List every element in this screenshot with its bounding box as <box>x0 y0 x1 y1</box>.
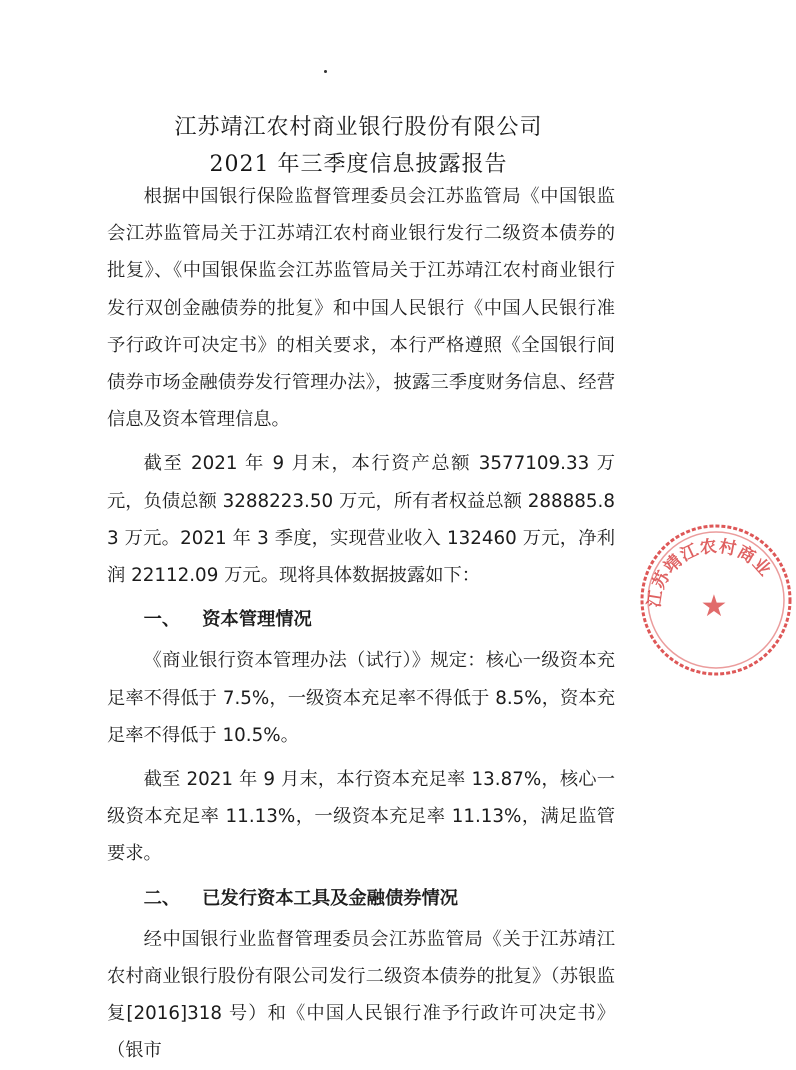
document-body <box>107 178 615 1070</box>
section-heading-text: 已发行资本工具及金融债券情况 <box>202 887 459 909</box>
document-subtitle: 2021 年三季度信息披露报告 <box>209 152 508 177</box>
seal-star-icon: ★ <box>700 589 728 624</box>
document-title: 江苏靖江农村商业银行股份有限公司 <box>174 115 543 140</box>
official-seal-stamp <box>636 520 796 680</box>
section-number: 二、 <box>143 887 181 909</box>
section-heading-text: 资本管理情况 <box>202 609 312 631</box>
financial-summary-paragraph: 截至 2021 年 9 月末，本行资产总额 3577109.33 万元，负债总额 3288223.50 万元，所有者权益总额 288885.83 万元。2021 年 3 季度，实现营业收入 132460 万元，净利润 22112.09 万元。现将具体数据披露如下： <box>107 453 615 587</box>
section-heading-instruments <box>107 880 615 917</box>
seal-text: 江苏靖江农村商业 <box>644 536 776 609</box>
capital-ratio-paragraph: 截至 2021 年 9 月末，本行资本充足率 13.87%，核心一级资本充足率 11.13%，一级资本充足率 11.13%，满足监管要求。 <box>107 769 615 865</box>
instruments-paragraph: 经中国银行业监督管理委员会江苏监管局《关于江苏靖江农村商业银行股份有限公司发行二级资本债券的批复》（苏银监复[2016]318 号）和《中国人民银行准予行政许可决定书》（银市 <box>107 928 615 1062</box>
section-heading-capital <box>107 601 615 638</box>
capital-regulation-paragraph: 《商业银行资本管理办法（试行）》规定：核心一级资本充足率不得低于 7.5%，一级资本充足率不得低于 8.5%，资本充足率不得低于 10.5%。 <box>107 650 615 746</box>
intro-paragraph: 根据中国银行保险监督管理委员会江苏监管局《中国银监会江苏监管局关于江苏靖江农村商业银行发行二级资本债券的批复》、《中国银保监会江苏监管局关于江苏靖江农村商业银行发行双创金融债券的批复》和中国人民银行《中国人民银行准予行政许可决定书》的相关要求，本行严格遵照《全国银行间债券市场金融债券发行管理办法》，披露三季度财务信息、经营信息及资本管理信息。 <box>107 186 615 431</box>
scan-dot <box>324 70 327 73</box>
section-number: 一、 <box>143 609 181 631</box>
